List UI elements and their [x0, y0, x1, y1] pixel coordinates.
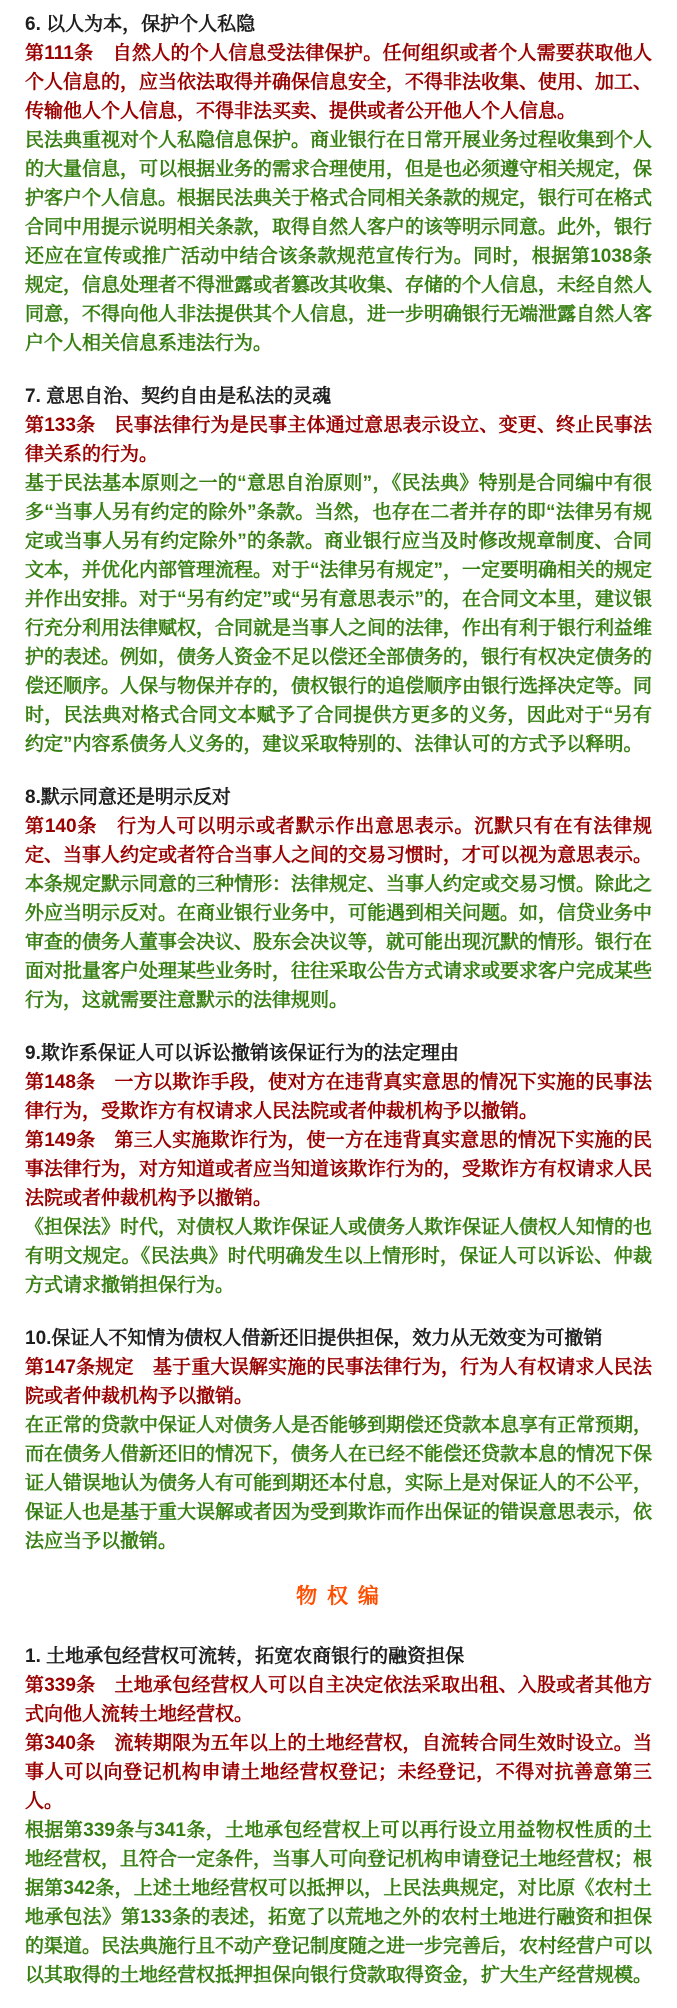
part-title-property-rights: 物 权 编: [296, 1585, 381, 1608]
law-article-paragraph-340: 第340条 流转期限为五年以上的土地经营权，自流转合同生效时设立。当事人可以向登记机构申请土地经营权登记；未经登记，不得对抗善意第三人。: [25, 1733, 652, 1812]
section-heading: 9.欺诈系保证人可以诉讼撤销该保证行为的法定理由: [25, 1043, 459, 1064]
law-article-paragraph-111: 第111条 自然人的个人信息受法律保护。任何组织或者个人需要获取他人个人信息的，应当依法取得并确保信息安全，不得非法收集、使用、加工、传输他人个人信息，不得非法买卖、提供或者公开他人个人信息。: [25, 43, 653, 122]
law-article-paragraph-133: 第133条 民事法律行为是民事主体通过意思表示设立、变更、终止民事法律关系的行为。: [25, 415, 652, 465]
section-6-personal-privacy: [25, 10, 652, 358]
commentary-paragraph: 基于民法基本原则之一的“意思自治原则”，《民法典》特别是合同编中有很多“当事人另有约定的除外”条款。当然，也存在二者并存的即“法律另有规定或当事人另有约定除外”的条款。商业银行应当及时修改规章制度、合同文本，并优化内部管理流程。对于“法律另有规定”，一定要明确相关的规定并作出安排。对于“另有约定”或“另有意思表示”的，在合同文本里，建议银行充分利用法律赋权，合同就是当事人之间的法律，作出有利于银行利益维护的表述。例如，债务人资金不足以偿还全部债务的，银行有权决定债务的偿还顺序。人保与物保并存的，债权银行的追偿顺序由银行选择决定等。同时，民法典对格式合同文本赋予了合同提供方更多的义务，因此对于“另有约定”内容系债务人义务的，建议采取特别的、法律认可的方式予以释明。: [25, 473, 653, 755]
section-10-unwitting-guarantor: [25, 1324, 652, 1556]
section-heading: 10.保证人不知情为债权人借新还旧提供担保，效力从无效变为可撤销: [25, 1328, 603, 1349]
section-heading: 7. 意思自治、契约自由是私法的灵魂: [25, 386, 332, 407]
law-article-paragraph-140: 第140条 行为人可以明示或者默示作出意思表示。沉默只有在有法律规定、当事人约定或者符合当事人之间的交易习惯时，才可以视为意思表示。: [25, 816, 653, 866]
law-article-paragraph-147: 第147条规定 基于重大误解实施的民事法律行为，行为人有权请求人民法院或者仲裁机构予以撤销。: [25, 1357, 652, 1407]
commentary-paragraph: 《担保法》时代，对债权人欺诈保证人或债务人欺诈保证人债权人知情的也有明文规定。《民法典》时代明确发生以上情形时，保证人可以诉讼、仲裁方式请求撤销担保行为。: [25, 1217, 653, 1296]
section-8-implied-consent: [25, 783, 652, 1015]
section-heading: 6. 以人为本，保护个人私隐: [25, 14, 256, 35]
section-heading: 8.默示同意还是明示反对: [25, 787, 231, 808]
section-7-party-autonomy: [25, 382, 652, 759]
law-article-paragraph-149: 第149条 第三人实施欺诈行为，使一方在违背真实意思的情况下实施的民事法律行为，对方知道或者应当知道该欺诈行为的，受欺诈方有权请求人民法院或者仲裁机构予以撤销。: [25, 1130, 653, 1209]
commentary-paragraph: 根据第339条与341条，土地承包经营权上可以再行设立用益物权性质的土地经营权，且符合一定条件，当事人可向登记机构申请登记土地经营权；根据第342条，上述土地经营权可以抵押以，上民法典规定，对比原《农村土地承包法》第133条的表述，拓宽了以荒地之外的农村土地进行融资和担保的渠道。民法典施行且不动产登记制度随之进一步完善后，农村经营户可以以其取得的土地经营权抵押担保向银行贷款取得资金，扩大生产经营规模。: [25, 1820, 653, 1986]
law-article-paragraph-148: 第148条 一方以欺诈手段，使对方在违背真实意思的情况下实施的民事法律行为，受欺诈方有权请求人民法院或者仲裁机构予以撤销。: [25, 1072, 652, 1122]
law-article-paragraph-339: 第339条 土地承包经营权人可以自主决定依法采取出租、入股或者其他方式向他人流转土地经营权。: [25, 1675, 652, 1725]
commentary-paragraph: 民法典重视对个人私隐信息保护。商业银行在日常开展业务过程收集到个人的大量信息，可以根据业务的需求合理使用，但是也必须遵守相关规定，保护客户个人信息。根据民法典关于格式合同相关条款的规定，银行可在格式合同中用提示说明相关条款，取得自然人客户的该等明示同意。此外，银行还应在宣传或推广活动中结合该条款规范宣传行为。同时，根据第1038条规定，信息处理者不得泄露或者篡改其收集、存储的个人信息，未经自然人同意，不得向他人非法提供其个人信息，进一步明确银行无端泄露自然人客户个人相关信息系违法行为。: [25, 130, 653, 354]
commentary-paragraph: 本条规定默示同意的三种情形：法律规定、当事人约定或交易习惯。除此之外应当明示反对。在商业银行业务中，可能遇到相关问题。如，信贷业务中审查的债务人董事会决议、股东会决议等，就可能出现沉默的情形。银行在面对批量客户处理某些业务时，往往采取公告方式请求或要求客户完成某些行为，这就需要注意默示的法律规则。: [25, 874, 653, 1011]
commentary-paragraph: 在正常的贷款中保证人对债务人是否能够到期偿还贷款本息享有正常预期，而在债务人借新还旧的情况下，债务人在已经不能偿还贷款本息的情况下保证人错误地认为债务人有可能到期还本付息，实际上是对保证人的不公平，保证人也是基于重大误解或者因为受到欺诈而作出保证的错误意思表示，依法应当予以撤销。: [25, 1415, 653, 1552]
section-9-fraud-guarantee: [25, 1039, 652, 1300]
section-1-land-contract-rights: [25, 1642, 652, 1990]
section-heading: 1. 土地承包经营权可流转，拓宽农商银行的融资担保: [25, 1646, 465, 1667]
